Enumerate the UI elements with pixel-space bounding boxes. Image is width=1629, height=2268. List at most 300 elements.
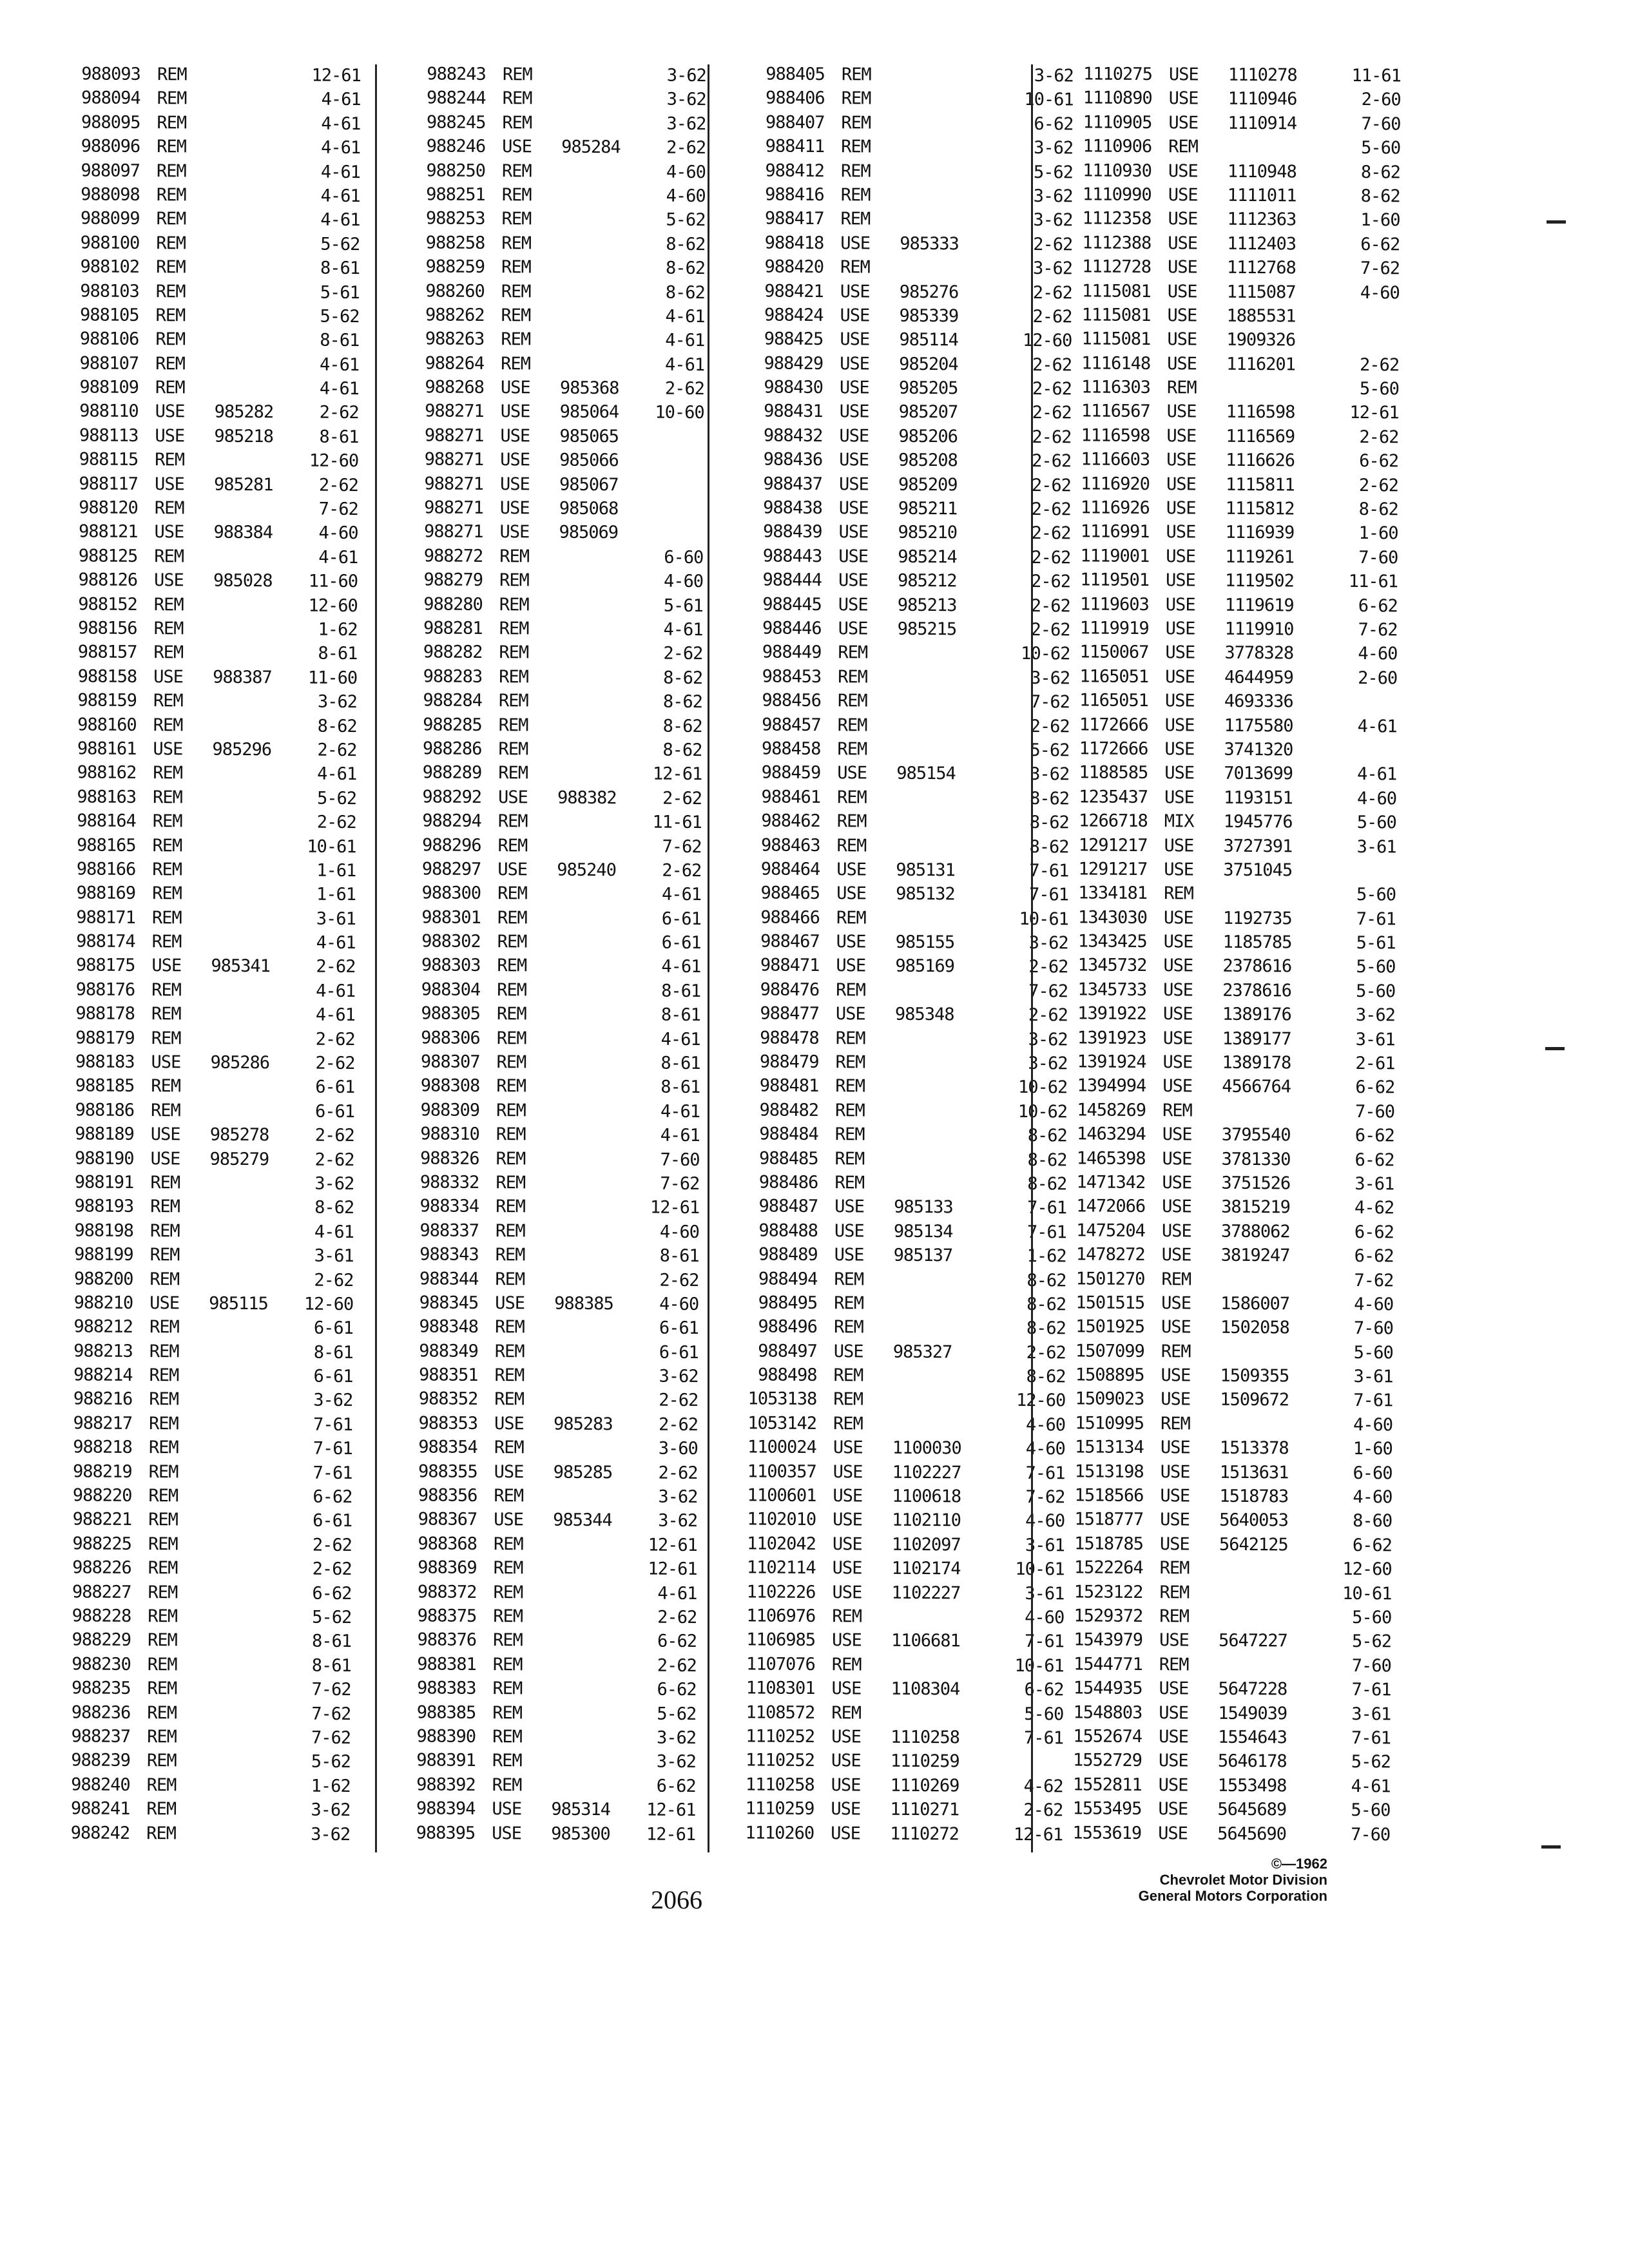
- part-number: 988228: [72, 1606, 131, 1626]
- replacement-part: 985278: [209, 1124, 269, 1146]
- part-row: [383, 159, 706, 184]
- part-number: 988302: [421, 931, 481, 952]
- action-code: USE: [1164, 691, 1195, 711]
- part-number: 988349: [419, 1341, 478, 1361]
- replacement-part: [217, 87, 302, 111]
- replacement-part: 1509672: [1220, 1390, 1289, 1410]
- part-number: 988352: [418, 1389, 478, 1410]
- effective-date: 3-62: [1033, 186, 1073, 207]
- action-code: REM: [836, 811, 867, 832]
- effective-date: 2-62: [319, 403, 359, 423]
- part-number: 988171: [76, 907, 135, 928]
- effective-date: [1342, 859, 1396, 883]
- action-code: USE: [840, 233, 871, 254]
- part-number: 1100601: [747, 1485, 816, 1506]
- action-code: REM: [155, 257, 186, 278]
- replacement-part: 985204: [899, 354, 958, 375]
- replacement-part: [894, 1051, 1013, 1076]
- action-code: REM: [1168, 137, 1199, 157]
- replacement-part: 985154: [896, 764, 956, 784]
- replacement-part: 1513631: [1219, 1462, 1289, 1483]
- part-number: 988271: [425, 401, 484, 422]
- part-number: 988126: [78, 570, 138, 591]
- action-code: REM: [1160, 1414, 1190, 1434]
- part-number: 988156: [77, 618, 137, 639]
- action-code: REM: [496, 1173, 526, 1193]
- part-row: [704, 1773, 1063, 1799]
- part-number: 1501515: [1075, 1293, 1145, 1313]
- part-row: [378, 1073, 700, 1099]
- part-row: [1036, 832, 1396, 859]
- part-number: 988486: [758, 1172, 818, 1193]
- part-number: 988271: [424, 425, 484, 446]
- part-row: [34, 736, 356, 762]
- replacement-part: [210, 1075, 295, 1099]
- part-number: 1110906: [1083, 136, 1152, 157]
- part-row: [32, 1194, 354, 1220]
- effective-date: 6-60: [664, 547, 704, 568]
- replacement-part: [560, 304, 645, 329]
- replacement-part: [209, 1171, 294, 1196]
- part-number: 1110990: [1082, 184, 1152, 205]
- effective-date: 3-61: [1354, 1173, 1394, 1195]
- action-code: USE: [1164, 763, 1195, 783]
- part-number: 988164: [77, 811, 136, 832]
- replacement-part: 3741320: [1224, 739, 1293, 760]
- effective-date: 8-61: [311, 1655, 351, 1676]
- part-number: 988471: [760, 955, 820, 976]
- part-number: 988198: [74, 1220, 134, 1241]
- part-number: 988225: [72, 1533, 132, 1554]
- part-number: 988488: [758, 1220, 818, 1241]
- action-code: USE: [150, 1124, 180, 1145]
- part-row: [37, 327, 359, 352]
- action-code: USE: [153, 570, 184, 591]
- effective-date: 5-61: [1356, 933, 1396, 954]
- action-code: USE: [1166, 450, 1197, 470]
- replacement-part: 3781330: [1221, 1149, 1291, 1169]
- action-code: REM: [492, 1727, 522, 1747]
- effective-date: 4-60: [659, 1294, 699, 1314]
- part-number: 988356: [418, 1485, 477, 1506]
- part-row: [709, 881, 1068, 907]
- action-code: REM: [155, 305, 186, 326]
- part-row: [706, 1411, 1065, 1437]
- part-row: [380, 809, 702, 834]
- replacement-part: [561, 231, 646, 256]
- part-number: 988444: [762, 570, 822, 591]
- replacement-part: [1223, 882, 1342, 907]
- effective-date: 3-62: [311, 1824, 351, 1845]
- part-number: 988487: [758, 1196, 818, 1217]
- part-row: [29, 1652, 351, 1678]
- part-row: [383, 231, 705, 256]
- action-code: REM: [1164, 883, 1193, 904]
- replacement-part: 1116569: [1226, 426, 1295, 447]
- part-number: 988259: [425, 256, 485, 278]
- action-code: USE: [1165, 666, 1195, 687]
- part-number: 988121: [78, 521, 138, 543]
- part-row: [28, 1724, 351, 1750]
- part-row: [711, 472, 1071, 498]
- action-code: REM: [1159, 1606, 1190, 1627]
- replacement-part: [900, 256, 1018, 281]
- part-row: [709, 905, 1068, 932]
- effective-date: [1345, 329, 1399, 353]
- action-code: REM: [1159, 1582, 1190, 1603]
- part-row: [1041, 134, 1400, 160]
- replacement-part: [555, 1099, 641, 1123]
- part-number: 988244: [427, 88, 486, 109]
- action-code: REM: [499, 594, 529, 615]
- effective-date: 8-62: [662, 691, 703, 713]
- action-code: REM: [492, 1678, 523, 1699]
- effective-date: 3-62: [311, 1800, 351, 1821]
- part-number: 988305: [421, 1003, 481, 1024]
- effective-date: 4-61: [321, 137, 361, 159]
- replacement-part: 985211: [898, 498, 958, 519]
- effective-date: 4-61: [1351, 1776, 1391, 1797]
- part-number: 988095: [81, 112, 140, 133]
- part-row: [374, 1724, 696, 1750]
- replacement-part: 985066: [559, 450, 619, 471]
- action-code: REM: [501, 353, 531, 374]
- action-code: REM: [150, 1100, 180, 1121]
- effective-date: 1-60: [1358, 523, 1398, 544]
- replacement-part: 985218: [214, 426, 274, 447]
- effective-date: 12-61: [650, 1197, 700, 1218]
- part-row: [706, 1387, 1065, 1413]
- part-row: [35, 640, 357, 666]
- effective-date: 5-60: [1024, 1704, 1064, 1724]
- part-number: 1544771: [1073, 1654, 1142, 1675]
- part-number: 988348: [419, 1316, 479, 1338]
- action-code: USE: [1162, 1173, 1192, 1193]
- action-code: REM: [155, 450, 185, 470]
- part-number: 988412: [765, 160, 825, 181]
- action-code: USE: [831, 1823, 861, 1843]
- effective-date: 3-62: [314, 1173, 354, 1194]
- part-row: [708, 1026, 1068, 1052]
- part-number: 988281: [423, 618, 483, 639]
- replacement-part: 1115811: [1225, 474, 1295, 495]
- replacement-part: [557, 762, 642, 786]
- part-number: 1053142: [747, 1413, 817, 1434]
- part-row: [1041, 86, 1401, 112]
- effective-date: 2-62: [664, 378, 705, 399]
- action-code: REM: [157, 112, 187, 133]
- action-code: USE: [1166, 426, 1197, 447]
- part-row: [1036, 1026, 1395, 1052]
- part-row: [381, 544, 703, 570]
- effective-date: 8-61: [320, 258, 360, 279]
- effective-date: 10-61: [1024, 90, 1074, 110]
- effective-date: 1-60: [1353, 1439, 1393, 1459]
- part-row: [37, 303, 359, 329]
- part-number: 988494: [758, 1268, 818, 1289]
- part-number: 988425: [764, 329, 824, 350]
- part-number: 988239: [71, 1750, 130, 1771]
- part-row: [711, 495, 1071, 522]
- action-code: REM: [154, 546, 184, 567]
- part-number: 1188585: [1079, 762, 1148, 783]
- part-row: [1036, 881, 1396, 907]
- part-number: 988200: [73, 1268, 133, 1289]
- effective-date: 2-62: [1032, 379, 1072, 399]
- replacement-part: [552, 1749, 637, 1774]
- part-row: [34, 785, 356, 811]
- part-row: [374, 1628, 697, 1653]
- action-code: REM: [496, 1004, 526, 1024]
- effective-date: 8-61: [660, 1053, 700, 1074]
- action-code: USE: [838, 594, 868, 615]
- effective-date: 8-62: [1358, 499, 1398, 520]
- effective-date: 4-60: [666, 162, 706, 182]
- part-row: [38, 182, 360, 208]
- effective-date: 6-62: [312, 1583, 352, 1604]
- replacement-part: 1549039: [1218, 1703, 1287, 1724]
- effective-date: 12-61: [648, 1535, 698, 1555]
- action-code: USE: [833, 1437, 863, 1458]
- replacement-part: [554, 1364, 639, 1389]
- effective-date: [1345, 305, 1399, 329]
- replacement-part: 1119502: [1224, 570, 1294, 591]
- action-code: REM: [496, 1076, 526, 1097]
- part-row: [704, 1628, 1064, 1654]
- part-number: 1115081: [1081, 329, 1151, 350]
- action-code: REM: [149, 1365, 179, 1386]
- replacement-part: [211, 930, 296, 955]
- effective-date: 7-61: [313, 1463, 352, 1483]
- part-row: [711, 519, 1070, 546]
- effective-date: 4-60: [1025, 1511, 1065, 1532]
- part-row: [1033, 1363, 1393, 1389]
- effective-date: 8-62: [317, 716, 357, 736]
- replacement-part: 985064: [559, 402, 619, 423]
- part-row: [375, 1507, 697, 1533]
- part-row: [38, 159, 360, 184]
- part-row: [710, 664, 1070, 691]
- part-number: 988099: [80, 208, 140, 229]
- part-row: [381, 472, 704, 497]
- part-row: [382, 327, 704, 352]
- part-number: 988098: [81, 184, 140, 205]
- part-row: [374, 1652, 697, 1678]
- part-row: [1040, 231, 1400, 257]
- part-number: 1478272: [1075, 1244, 1145, 1265]
- part-row: [380, 736, 702, 762]
- action-code: REM: [150, 1173, 180, 1193]
- part-row: [376, 1387, 698, 1412]
- effective-date: 8-62: [314, 1198, 354, 1218]
- replacement-part: [213, 544, 298, 569]
- part-row: [706, 1435, 1065, 1461]
- effective-date: 4-60: [666, 186, 706, 207]
- part-number: 1345732: [1077, 955, 1147, 976]
- effective-date: 4-61: [320, 210, 360, 231]
- effective-date: 8-61: [311, 1631, 352, 1652]
- effective-date: 3-62: [666, 113, 706, 134]
- action-code: REM: [501, 185, 532, 206]
- part-number: 988237: [71, 1726, 131, 1747]
- replacement-part: 985207: [898, 402, 958, 423]
- effective-date: 5-62: [1351, 1631, 1392, 1652]
- part-number: 988157: [77, 642, 137, 663]
- replacement-part: [1219, 1557, 1338, 1582]
- part-number: 1053138: [747, 1389, 817, 1410]
- part-row: [1034, 1194, 1394, 1220]
- effective-date: 2-62: [659, 1270, 699, 1291]
- action-code: REM: [494, 1389, 525, 1410]
- part-number: 988113: [79, 425, 139, 446]
- effective-date: 12-60: [309, 450, 359, 472]
- part-number: 988105: [79, 305, 139, 325]
- part-row: [32, 1073, 354, 1099]
- part-row: [1033, 1387, 1393, 1413]
- action-code: REM: [501, 329, 531, 350]
- part-row: [1037, 736, 1396, 763]
- part-row: [33, 977, 355, 1003]
- replacement-part: 5640053: [1219, 1510, 1289, 1531]
- replacement-part: [209, 1244, 294, 1268]
- replacement-part: 3778328: [1224, 643, 1294, 664]
- effective-date: 7-62: [311, 1679, 351, 1700]
- action-code: REM: [834, 1148, 865, 1169]
- effective-date: 6-61: [313, 1366, 353, 1387]
- page-number: 2066: [651, 1885, 702, 1914]
- part-number: 988376: [417, 1629, 477, 1651]
- action-code: REM: [1161, 1269, 1191, 1289]
- action-code: USE: [1160, 1437, 1190, 1458]
- part-number: 1291217: [1078, 834, 1148, 856]
- replacement-part: [554, 1340, 639, 1364]
- part-number: 988191: [74, 1172, 134, 1193]
- part-number: 988229: [72, 1629, 131, 1651]
- part-number: 1391923: [1077, 1027, 1146, 1048]
- replacement-part: 3751045: [1223, 860, 1293, 881]
- part-number: 1102226: [746, 1581, 816, 1602]
- margin-mark: [1541, 1845, 1561, 1849]
- part-number: 1102114: [746, 1557, 816, 1579]
- part-number: 1334181: [1078, 883, 1148, 904]
- action-code: USE: [840, 305, 870, 326]
- part-row: [374, 1580, 697, 1606]
- part-number: 988268: [425, 377, 485, 398]
- action-code: REM: [494, 1317, 525, 1338]
- part-number: 988186: [75, 1100, 135, 1120]
- replacement-part: [1219, 1653, 1337, 1678]
- effective-date: 7-62: [660, 1173, 700, 1194]
- part-number: 988271: [423, 521, 483, 543]
- part-number: 1391922: [1077, 1003, 1147, 1024]
- part-number: 988438: [763, 497, 822, 519]
- part-number: 988110: [79, 401, 139, 422]
- replacement-part: 985214: [898, 546, 957, 568]
- effective-date: 4-61: [660, 1125, 700, 1146]
- part-row: [375, 1532, 697, 1557]
- action-code: USE: [1160, 1461, 1190, 1483]
- replacement-part: [559, 617, 644, 642]
- replacement-part: [558, 689, 643, 714]
- part-row: [706, 1291, 1066, 1317]
- part-number: 1394994: [1077, 1075, 1146, 1097]
- part-row: [382, 375, 704, 401]
- part-row: [712, 375, 1072, 401]
- part-number: 988456: [762, 690, 822, 711]
- part-number: 988394: [416, 1798, 476, 1820]
- effective-date: 2-62: [1032, 354, 1072, 376]
- replacement-part: [212, 785, 297, 810]
- effective-date: 8-61: [318, 644, 358, 664]
- part-row: [1038, 616, 1398, 642]
- part-number: 988391: [416, 1750, 476, 1771]
- part-row: [1034, 1170, 1394, 1196]
- replacement-part: [208, 1460, 293, 1485]
- part-number: 1463294: [1076, 1124, 1146, 1145]
- replacement-part: [896, 785, 1015, 811]
- part-row: [38, 134, 360, 160]
- replacement-part: 985209: [898, 474, 958, 495]
- replacement-part: [1220, 1267, 1339, 1293]
- action-code: REM: [492, 1774, 522, 1796]
- action-code: REM: [502, 88, 532, 109]
- action-code: REM: [834, 1124, 865, 1145]
- part-row: [704, 1580, 1064, 1606]
- effective-date: 1-62: [318, 619, 358, 640]
- action-code: USE: [840, 353, 870, 374]
- action-code: REM: [148, 1486, 178, 1506]
- part-row: [707, 1218, 1066, 1245]
- replacement-part: [896, 810, 1015, 835]
- replacement-part: [555, 1147, 640, 1171]
- action-code: USE: [149, 1293, 180, 1314]
- action-code: USE: [832, 1533, 862, 1555]
- action-code: REM: [153, 691, 183, 711]
- part-number: 988271: [424, 474, 484, 494]
- part-number: 988421: [764, 281, 824, 302]
- part-row: [28, 1796, 350, 1822]
- part-row: [709, 736, 1069, 763]
- effective-date: 6-62: [656, 1776, 696, 1796]
- part-row: [1036, 977, 1395, 1004]
- replacement-part: [900, 159, 1019, 184]
- part-row: [1039, 423, 1398, 450]
- effective-date: 7-62: [318, 499, 358, 520]
- replacement-part: [892, 1412, 1011, 1437]
- effective-date: 7-62: [1030, 692, 1070, 713]
- action-code: USE: [831, 1727, 861, 1747]
- part-row: [709, 760, 1069, 787]
- part-number: 1108301: [746, 1678, 815, 1699]
- replacement-part: [207, 1557, 293, 1581]
- part-number: 1110258: [745, 1774, 815, 1795]
- action-code: REM: [151, 1004, 181, 1024]
- replacement-part: [900, 135, 1019, 160]
- replacement-part: 3815219: [1221, 1197, 1291, 1218]
- part-row: [704, 1700, 1063, 1727]
- effective-date: 4-61: [660, 1029, 700, 1050]
- part-number: 988218: [73, 1437, 132, 1458]
- part-number: 988390: [416, 1726, 476, 1747]
- effective-date: 5-62: [312, 1607, 352, 1628]
- action-code: USE: [1162, 1148, 1192, 1169]
- part-number: 988253: [425, 208, 485, 229]
- action-code: USE: [151, 1052, 181, 1073]
- action-code: REM: [153, 594, 184, 615]
- effective-date: 12-61: [1013, 1824, 1063, 1845]
- replacement-part: 3819247: [1220, 1245, 1290, 1266]
- part-number: 988226: [72, 1557, 131, 1579]
